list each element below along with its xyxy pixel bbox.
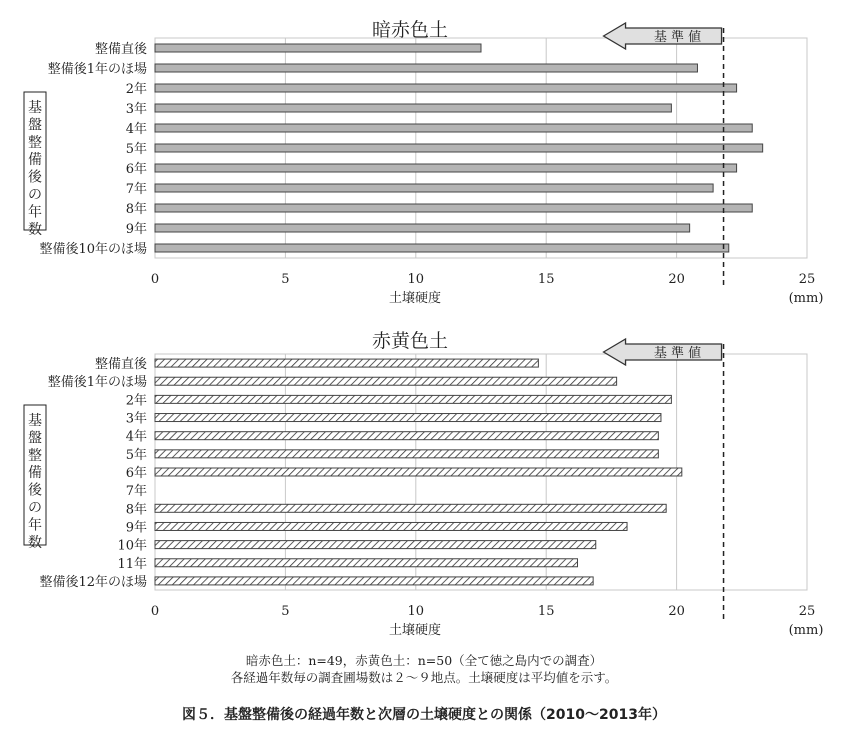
chart-1-xtick-labels bbox=[151, 272, 815, 287]
chart-1-bar bbox=[155, 124, 752, 132]
chart-2-category-label: 7年 bbox=[125, 484, 147, 500]
chart-2-category-label: 6年 bbox=[125, 466, 147, 481]
chart-1-category-labels bbox=[39, 41, 148, 257]
chart-2-xtick-label: 10 bbox=[407, 604, 425, 619]
chart-2-reference-label: 基 準 値 bbox=[653, 346, 702, 361]
chart-2-category-label: 整備直後 bbox=[94, 357, 147, 373]
chart-2-bar bbox=[155, 504, 666, 512]
chart-1-ylabel-char: 備 bbox=[28, 152, 42, 169]
chart-2-bar bbox=[155, 432, 658, 440]
chart-1-reference-label: 基 準 値 bbox=[653, 30, 702, 45]
chart-1-bar bbox=[155, 64, 697, 72]
chart-2-ylabel-char: 整 bbox=[28, 447, 42, 464]
chart-2-unit: (mm) bbox=[788, 623, 824, 638]
chart-1-category-label: 整備直後 bbox=[94, 42, 147, 57]
chart-2-bar bbox=[155, 450, 658, 458]
notes bbox=[0, 652, 848, 686]
chart-1-bar bbox=[155, 184, 713, 192]
chart-1-category-label: 整備後1年のほ場 bbox=[47, 62, 147, 77]
chart-2-bar bbox=[155, 541, 596, 549]
chart-1-ylabel-char: 数 bbox=[28, 221, 42, 238]
chart-2-xtick-label: 20 bbox=[668, 604, 685, 619]
note-line-2: 各経過年数毎の調査圃場数は２～９地点。土壌硬度は平均値を示す。 bbox=[230, 670, 618, 685]
chart-2-ylabel-char: 盤 bbox=[28, 430, 42, 447]
chart-2-bar bbox=[155, 522, 627, 530]
chart-2-xtick-labels bbox=[151, 604, 815, 619]
chart-2-category-label: 4年 bbox=[125, 429, 147, 445]
chart-2-category-label: 整備後1年のほ場 bbox=[47, 375, 147, 391]
chart-2-bar bbox=[155, 577, 593, 585]
chart-2-ylabel-char: 基 bbox=[28, 413, 42, 429]
figure-caption: 図５．基盤整備後の経過年数と次層の土壌硬度との関係（2010〜2013年） bbox=[182, 707, 666, 723]
chart-2-xtick-label: 0 bbox=[150, 604, 160, 619]
chart-2-bars bbox=[155, 359, 682, 585]
chart-1-category-label: 3年 bbox=[125, 102, 147, 117]
chart-1-category-label: 6年 bbox=[125, 162, 147, 177]
chart-2-category-label: 10年 bbox=[117, 538, 147, 554]
chart-1-reference-arrow bbox=[604, 23, 722, 49]
chart-2-category-label: 8年 bbox=[125, 502, 147, 518]
chart-2-bar bbox=[155, 559, 577, 567]
chart-1-category-label: 4年 bbox=[125, 122, 147, 137]
chart-1-category-label: 2年 bbox=[125, 82, 147, 97]
chart-2-bar bbox=[155, 468, 682, 476]
chart-1-xtick-label: 15 bbox=[537, 272, 555, 287]
chart-2-category-label: 5年 bbox=[125, 447, 147, 463]
chart-2 bbox=[24, 330, 823, 638]
chart-1-category-label: 整備後10年のほ場 bbox=[39, 242, 147, 257]
chart-1-xtick-label: 0 bbox=[150, 272, 160, 287]
chart-1-xtick-label: 20 bbox=[668, 272, 685, 287]
chart-1-bars bbox=[155, 44, 763, 252]
note-line-1: 暗赤色土：n=49，赤黄色土：n=50（全て徳之島内での調査） bbox=[245, 653, 603, 668]
chart-1-category-label: 5年 bbox=[125, 142, 147, 157]
chart-1-ylabel-char: 盤 bbox=[28, 117, 42, 134]
chart-1-xtick-label: 10 bbox=[407, 272, 425, 287]
chart-1-ylabel-char: 後 bbox=[28, 169, 42, 186]
chart-2-category-label: 11年 bbox=[117, 556, 147, 572]
chart-2-bar bbox=[155, 414, 661, 422]
chart-1-bar bbox=[155, 104, 671, 112]
chart-2-category-label: 9年 bbox=[125, 520, 147, 536]
chart-2-bar bbox=[155, 359, 538, 367]
chart-2-xlabel: 土壌硬度 bbox=[388, 623, 442, 638]
chart-2-category-label: 3年 bbox=[125, 411, 147, 427]
chart-2-ylabel-char: 年 bbox=[28, 517, 42, 534]
chart-1-ylabel-char: の bbox=[28, 187, 42, 203]
chart-1-bar bbox=[155, 224, 690, 232]
chart-1-xlabel: 土壌硬度 bbox=[388, 291, 442, 306]
chart-2-category-label: 整備後12年のほ場 bbox=[39, 574, 147, 590]
chart-2-ylabel-char: の bbox=[28, 500, 42, 516]
chart-1-ylabel-char: 整 bbox=[28, 134, 42, 151]
chart-1-xtick-label: 5 bbox=[281, 272, 290, 287]
chart-2-bar bbox=[155, 377, 617, 385]
chart-1-bar bbox=[155, 164, 737, 172]
chart-2-ylabel-char: 備 bbox=[28, 465, 42, 482]
chart-1-bar bbox=[155, 44, 481, 52]
chart-1-category-label: 7年 bbox=[125, 182, 147, 197]
chart-1-category-label: 9年 bbox=[125, 222, 147, 237]
chart-2-title: 赤黄色土 bbox=[371, 330, 449, 352]
chart-2-xtick-label: 5 bbox=[281, 604, 290, 619]
chart-1-bar bbox=[155, 204, 752, 212]
chart-2-reference-arrow bbox=[604, 339, 722, 365]
chart-1-bar bbox=[155, 84, 737, 92]
chart-1-title: 暗赤色土 bbox=[371, 19, 449, 41]
chart-2-category-labels bbox=[39, 356, 148, 590]
chart-1-bar bbox=[155, 144, 763, 152]
chart-2-ylabel-char: 数 bbox=[28, 534, 42, 551]
chart-2-xtick-label: 25 bbox=[798, 604, 816, 619]
chart-1 bbox=[24, 19, 823, 306]
chart-1-bar bbox=[155, 244, 729, 252]
chart-1-ylabel-char: 基 bbox=[28, 100, 42, 116]
chart-1-unit: (mm) bbox=[788, 291, 824, 306]
chart-2-xtick-label: 15 bbox=[537, 604, 555, 619]
chart-1-category-label: 8年 bbox=[125, 202, 147, 217]
chart-2-ylabel-char: 後 bbox=[28, 482, 42, 499]
chart-2-category-label: 2年 bbox=[125, 393, 147, 409]
chart-2-bar bbox=[155, 395, 671, 403]
chart-1-xtick-label: 25 bbox=[798, 272, 816, 287]
chart-1-ylabel-char: 年 bbox=[28, 204, 42, 221]
